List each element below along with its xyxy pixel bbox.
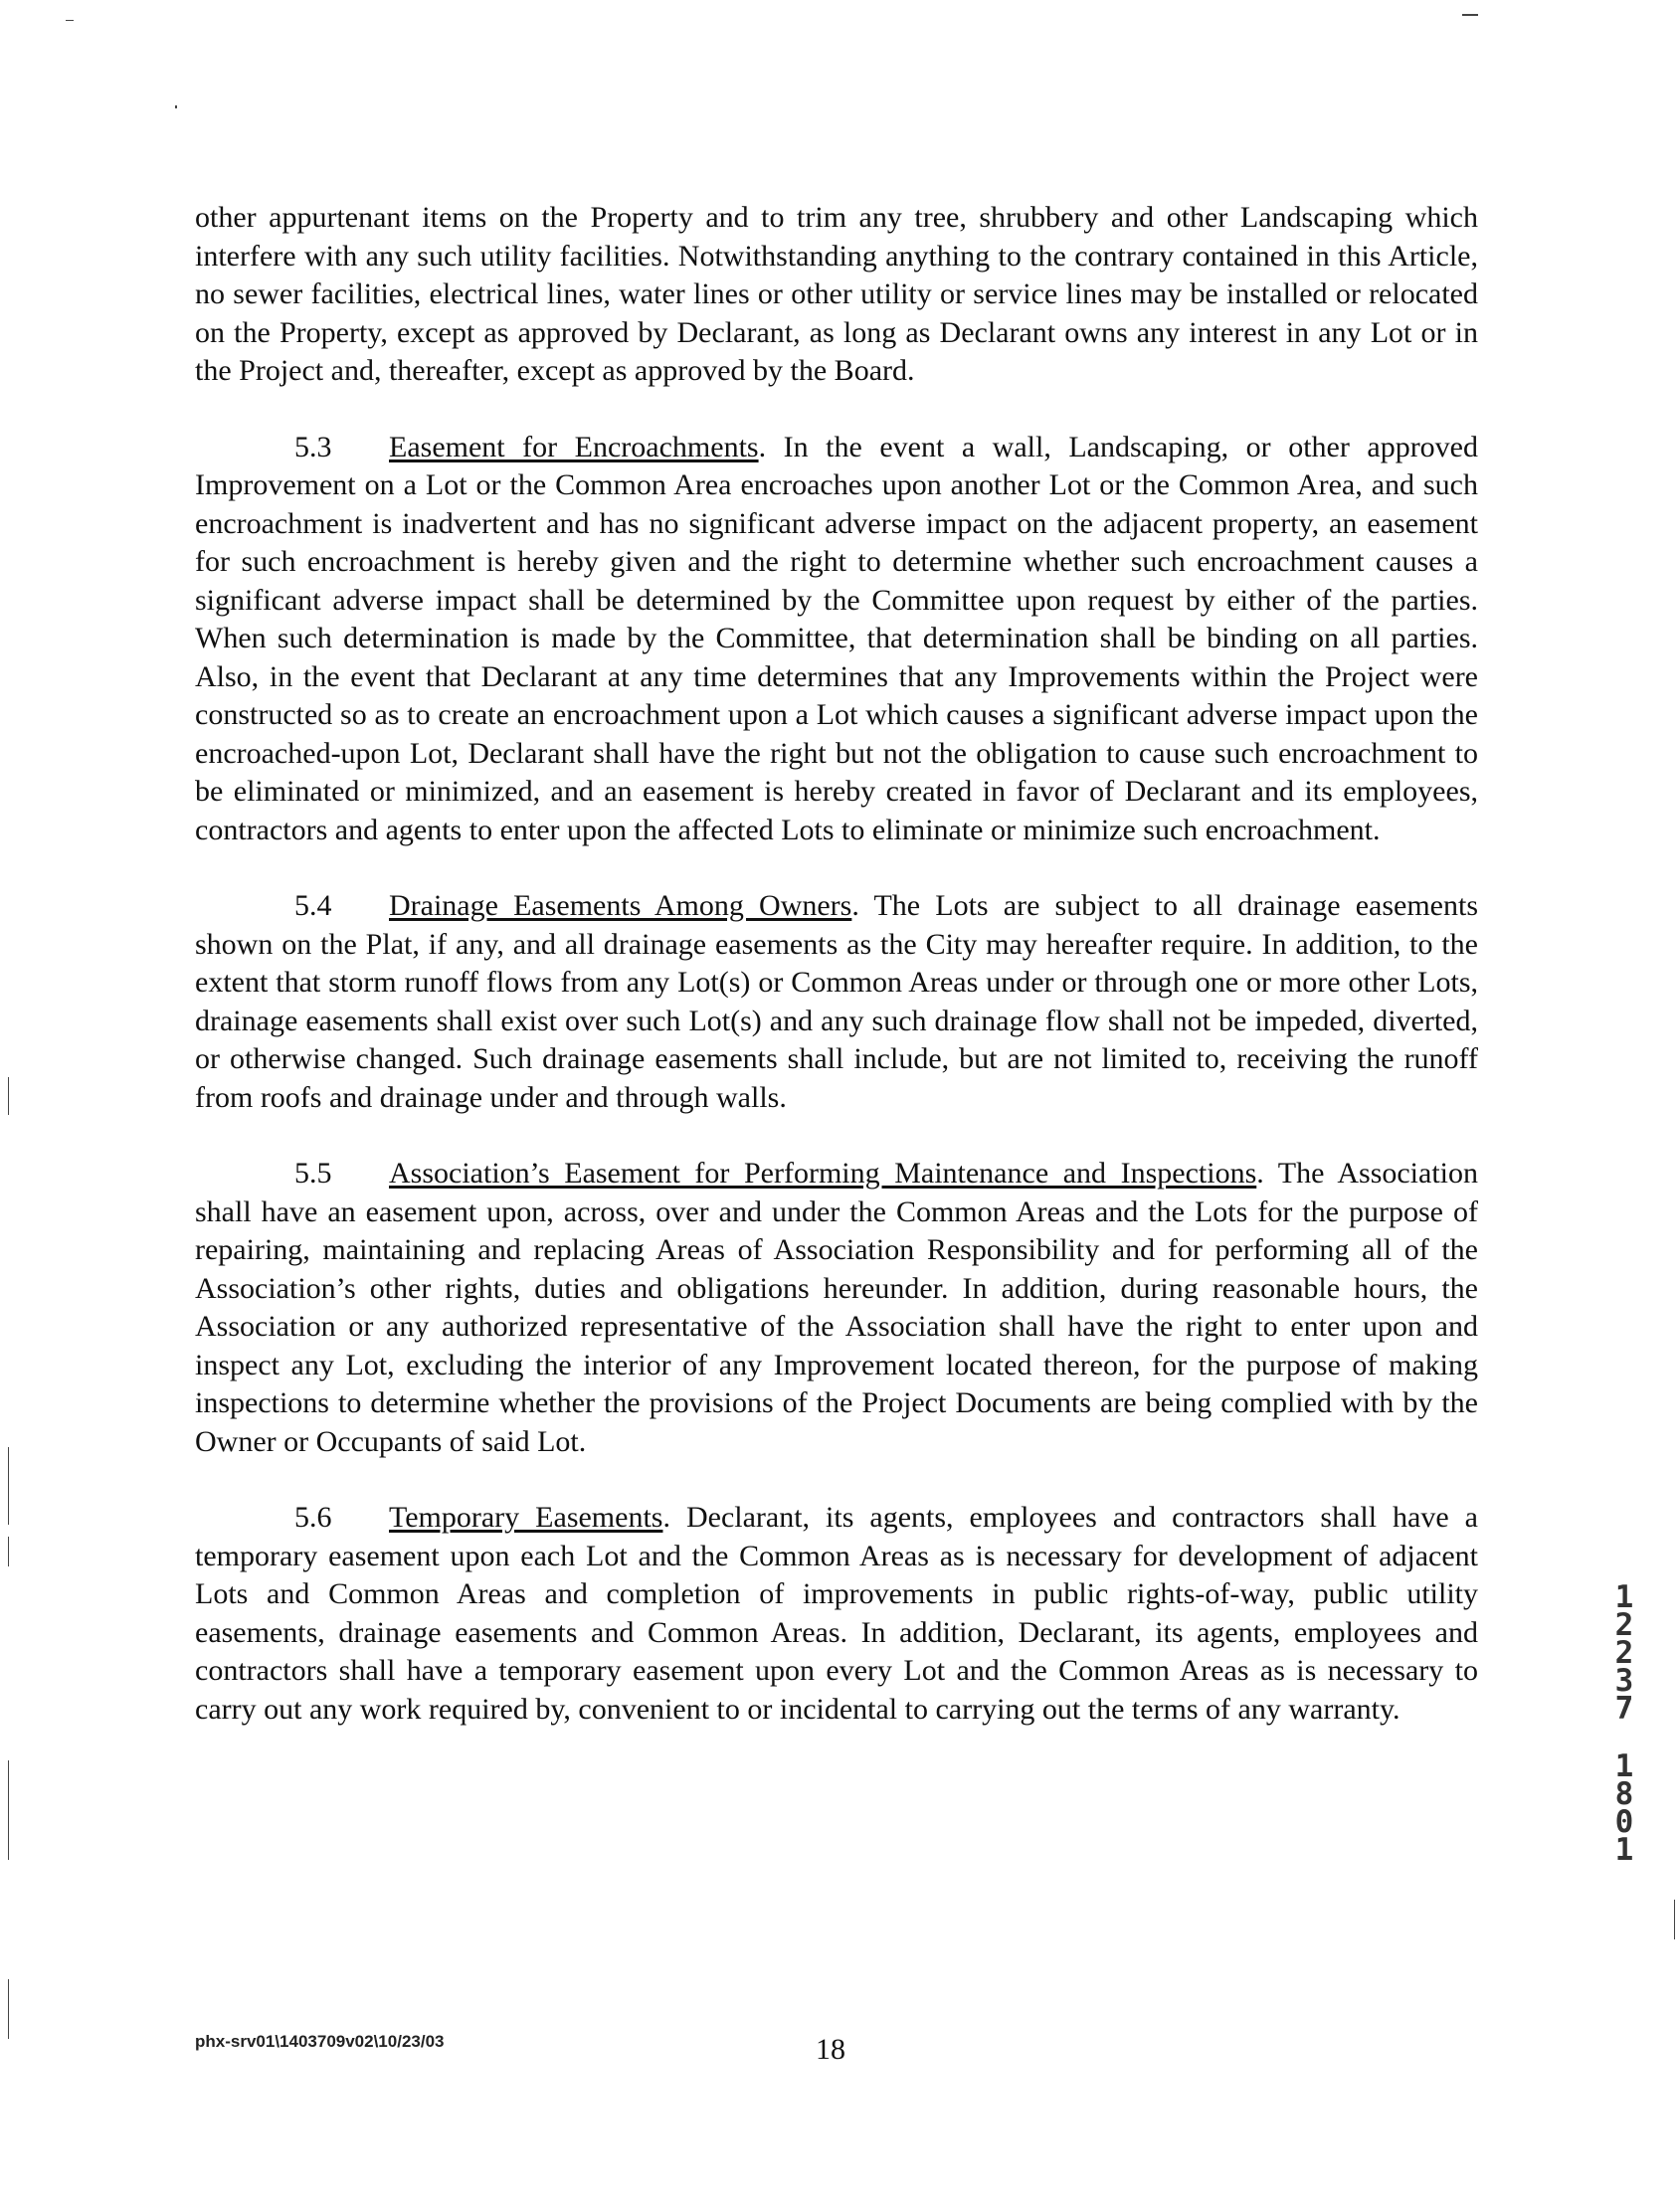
scan-mark-top-right	[1462, 14, 1478, 16]
section-5-6	[195, 1499, 1478, 1729]
section-5-3	[195, 429, 1478, 850]
section-body: . The Lots are subject to all drainage easements shown on the Plat, if any, and all drainage easements as the City may hereafter require. In addition, to the extent that storm runoff flows from any Lot(s) or Common Areas under or through one or more other Lots, drainage easements shall exist over such Lot(s) and any such drainage flow shall not be impeded, diverted, or otherwise changed. Such drainage easements shall include, but are not limited to, receiving the runoff from roofs and drainage under and through walls.	[195, 889, 1479, 1114]
recording-digit: 2	[1614, 1607, 1634, 1643]
section-title: Drainage Easements Among Owners	[389, 889, 852, 922]
section-number: 5.5	[294, 1157, 332, 1190]
scan-line-left-4	[8, 1760, 9, 1860]
section-body: . Declarant, its agents, employees and contractors shall have a temporary easement upon each Lot and the Common Areas as is necessary for development of adjacent Lots and Common Areas and completion of improvements in public rights-of-way, public utility easements, drainage easements and Common Areas. In addition, Declarant, its agents, employees and contractors shall have a temporary easement upon every Lot and the Common Areas as is necessary to carry out any work required by, convenient to or incidental to carrying out the terms of any warranty.	[195, 1501, 1478, 1726]
recording-digit: 8	[1614, 1776, 1634, 1812]
scan-mark-dot	[175, 105, 177, 108]
recording-number-group-1	[1609, 1579, 1639, 1727]
intro-paragraph: other appurtenant items on the Property and to trim any tree, shrubbery and other Landscaping which interfere with any such utility facilities. Notwithstanding anything to the contrary contained in this Article, no sewer facilities, electrical lines, water lines or other utility or service lines may be installed or relocated on the Property, except as approved by Declarant, as long as Declarant owns any interest in any Lot or in the Project and, thereafter, except as approved by the Board.	[195, 201, 1478, 387]
section-body: . In the event a wall, Landscaping, or other approved Improvement on a Lot or the Common Area encroaches upon another Lot or the Common Area, and such encroachment is inadvertent and has no significant adverse impact on the adjacent property, an easement for such encroachment is hereby given and the right to determine whether such encroachment causes a significant adverse impact shall be determined by the Committee upon request by either of the parties. When such determination is made by the Committee, that determination shall be binding on all parties. Also, in the event that Declarant at any time determines that any Improvements within the Project were constructed so as to create an encroachment upon a Lot which causes a significant adverse impact upon the encroached-upon Lot, Declarant shall have the right but not the obligation to cause such encroachment to be eliminated or minimized, and an easement is hereby created in favor of Declarant and its employees, contractors and agents to enter upon the affected Lots to eliminate or minimize such encroachment.	[195, 430, 1478, 846]
section-number: 5.4	[294, 889, 332, 922]
recording-digit: 1	[1614, 1579, 1634, 1615]
recording-digit: 1	[1614, 1748, 1634, 1784]
scan-line-right	[1674, 1900, 1675, 1939]
section-title: Temporary Easements	[389, 1501, 663, 1534]
page-number: 18	[816, 2033, 845, 2066]
section-number: 5.6	[294, 1501, 332, 1534]
section-body: . The Association shall have an easement upon, across, over and under the Common Areas and the Lots for the purpose of repairing, maintaining and replacing Areas of Association Responsibility and for performing all of the Association’s other rights, duties and obligations hereunder. In addition, during reasonable hours, the Association or any authorized representative of the Association shall have the right to enter upon and inspect any Lot, excluding the interior of any Improvement located thereon, for the purpose of making inspections to determine whether the provisions of the Project Documents are being complied with by the Owner or Occupants of said Lot.	[195, 1157, 1478, 1458]
section-5-5	[195, 1155, 1478, 1461]
recording-digit: 0	[1614, 1804, 1634, 1840]
section-title: Easement for Encroachments	[389, 430, 759, 463]
section-5-4	[195, 887, 1478, 1117]
scan-line-left-1	[8, 1077, 9, 1115]
section-title: Association’s Easement for Performing Maintenance and Inspections	[389, 1157, 1257, 1190]
section-number: 5.3	[294, 430, 332, 463]
scan-mark-top-left	[66, 20, 74, 21]
scan-line-left-2	[8, 1447, 9, 1525]
recording-digit: 3	[1614, 1663, 1634, 1699]
recording-digit: 7	[1614, 1691, 1634, 1727]
footer-document-id: phx-srv01\1403709v02\10/23/03	[195, 2032, 445, 2051]
document-body	[195, 199, 1478, 1766]
recording-number-group-2	[1609, 1748, 1639, 1868]
recording-digit: 1	[1614, 1832, 1634, 1868]
scan-line-left-3	[8, 1537, 9, 1566]
recording-number	[1609, 1579, 1639, 1868]
recording-digit: 2	[1614, 1635, 1634, 1671]
scan-line-left-5	[8, 1979, 9, 2039]
